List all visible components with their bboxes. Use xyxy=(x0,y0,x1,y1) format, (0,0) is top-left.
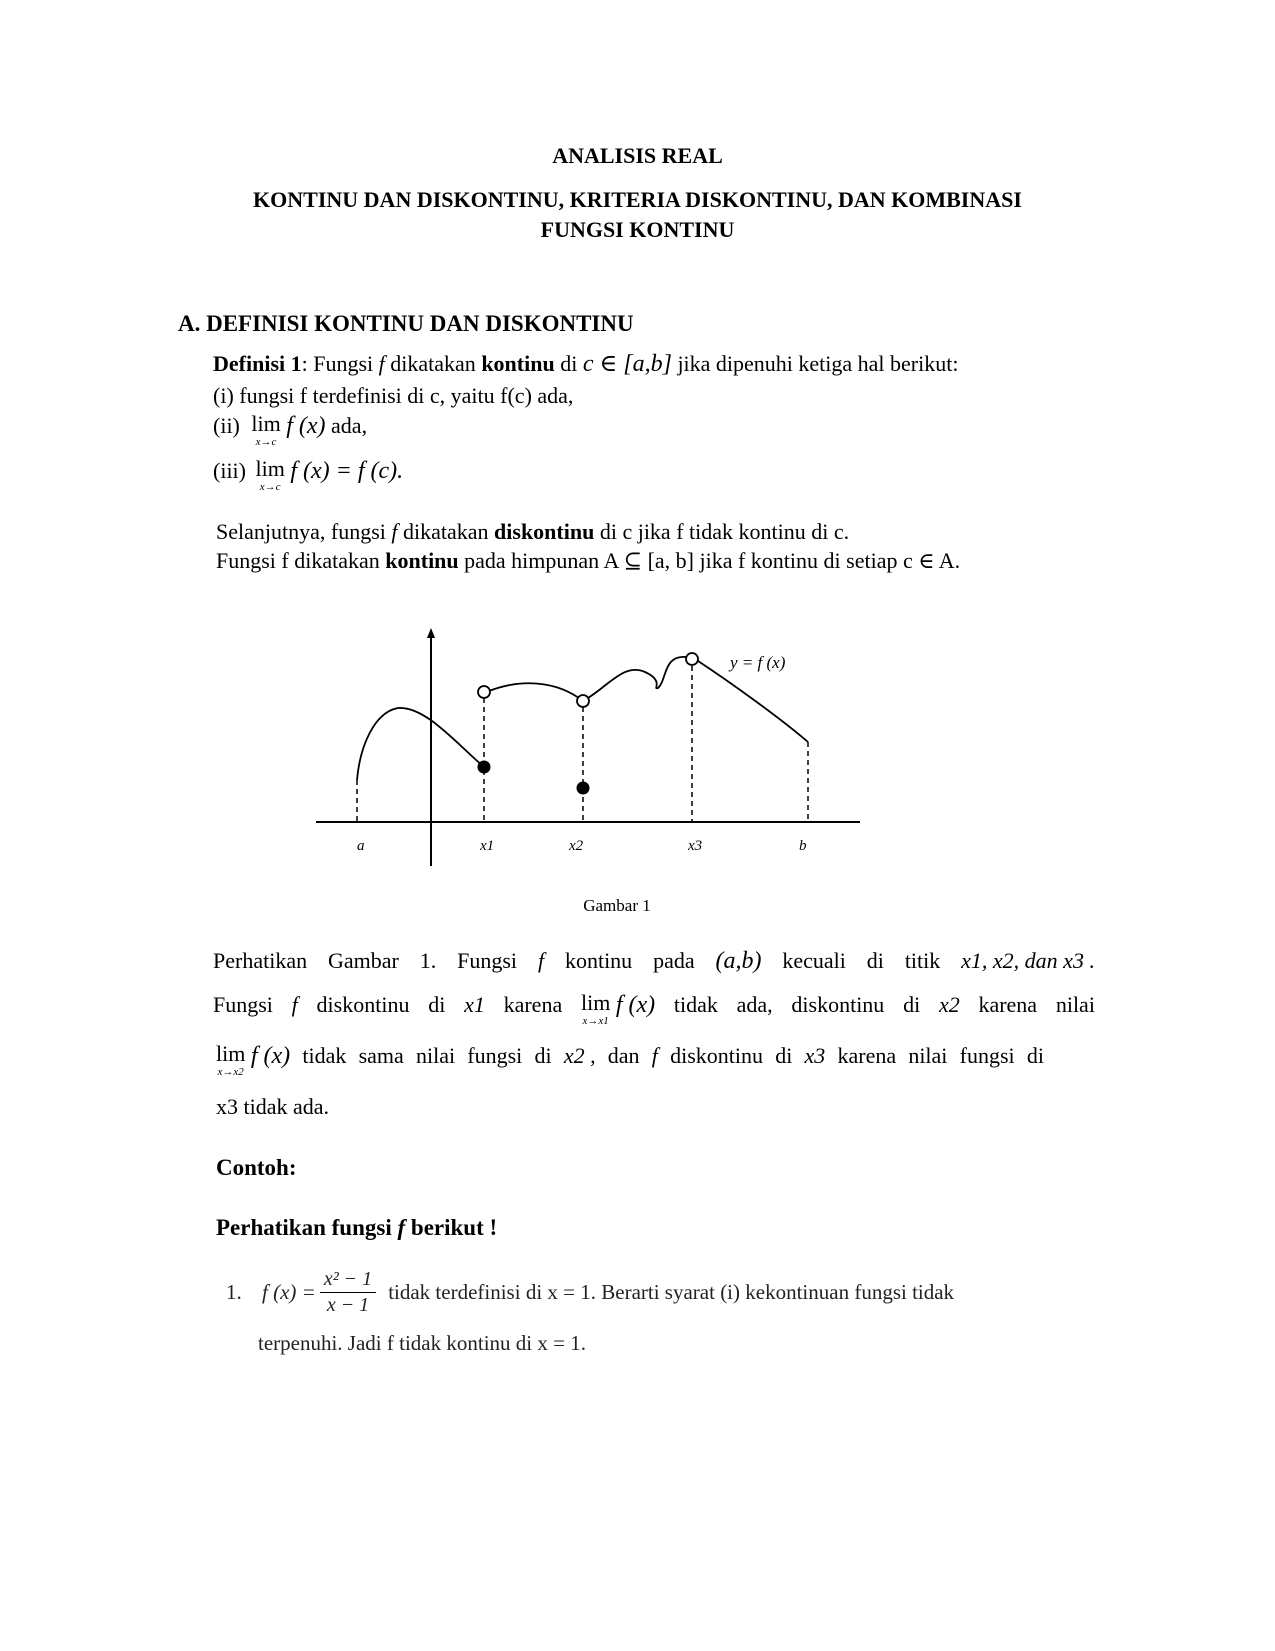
condition-iii: (iii) lim x→c f (x) = f (c). xyxy=(213,456,404,493)
explanation-line-3: lim x→x2 f (x) tidak sama nilai fungsi di x2 , dan f diskontinu di x3 karena nilai fungsi di xyxy=(216,1041,1044,1078)
open-point-x3 xyxy=(686,653,698,665)
y-axis-arrow-icon xyxy=(427,628,435,638)
course-title: ANALISIS REAL xyxy=(552,143,723,168)
subtitle-line-1: KONTINU DAN DISKONTINU, KRITERIA DISKONTINU, DAN KOMBINASI xyxy=(253,187,1022,212)
explanation-line-2: Fungsi f diskontinu di x1 karena lim x→x1 f (x) tidak ada, diskontinu di x2 karena nilai xyxy=(213,990,1095,1027)
x-label-x2: x2 xyxy=(569,838,584,854)
x-label-a: a xyxy=(357,838,365,854)
figure-caption: Gambar 1 xyxy=(583,896,651,915)
discontinuity-definition: Selanjutnya, fungsi f dikatakan diskontinu di c jika f tidak kontinu di c. xyxy=(216,519,850,544)
definition-label: Definisi 1 xyxy=(213,351,302,376)
open-point-x2 xyxy=(577,695,589,707)
explanation-line-1: Perhatikan Gambar 1. Fungsi f kontinu pada (a,b) kecuali di titik x1, x2, dan x3 . xyxy=(213,948,1095,974)
fraction: $\frac{\text{x² − 1}}{x - 1}$ xyxy=(320,1268,376,1317)
subtitle-line-2: FUNGSI KONTINU xyxy=(540,217,735,242)
example-subheading: Perhatikan fungsi f berikut ! xyxy=(216,1215,498,1240)
explanation-line-4: x3 tidak ada. xyxy=(216,1094,330,1119)
filled-point-x2 xyxy=(577,782,590,795)
x-label-x3: x3 xyxy=(688,838,703,854)
open-point-x1 xyxy=(478,686,490,698)
example-heading: Contoh: xyxy=(216,1155,297,1180)
condition-i: (i) fungsi f terdefinisi di c, yaitu f(c) ada, xyxy=(213,383,574,408)
curve-label: y = f (x) xyxy=(730,653,786,672)
filled-point-x1 xyxy=(478,761,491,774)
interval-expression: c ∈ [a,b] xyxy=(582,351,672,377)
condition-ii: (ii) lim x→c f (x) ada, xyxy=(213,411,368,448)
definition-1: Definisi 1: Fungsi f dikatakan kontinu di c ∈ [a,b] jika dipenuhi ketiga hal berikut: xyxy=(213,351,959,377)
section-a-heading: A. DEFINISI KONTINU DAN DISKONTINU xyxy=(178,311,634,336)
example-item-1: 1. f (x) = $\frac{\text{x² − 1}}{x - 1}$ tidak terdefinisi di x = 1. Berarti syarat (i) kekontinuan fungsi tidak xyxy=(226,1268,955,1316)
set-continuity-definition: Fungsi f dikatakan kontinu pada himpunan A ⊆ [a, b] jika f kontinu di setiap c ∈ A. xyxy=(216,548,961,573)
x-label-b: b xyxy=(799,838,807,854)
example-item-1-continued: terpenuhi. Jadi f tidak kontinu di x = 1. xyxy=(258,1331,586,1355)
x-label-x1: x1 xyxy=(480,838,495,854)
